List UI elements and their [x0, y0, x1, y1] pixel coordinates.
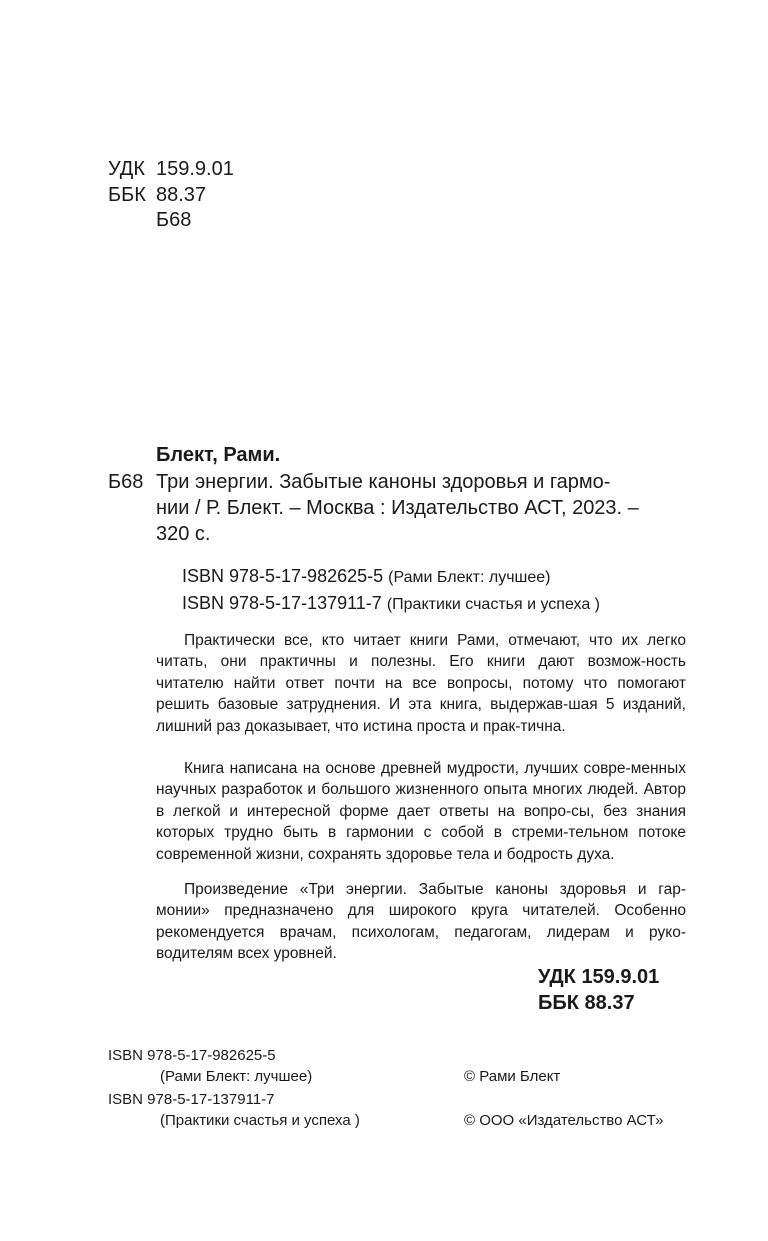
author-code: Б68 — [156, 209, 192, 231]
bbk-label: ББК — [108, 184, 146, 206]
isbn-line-2 — [182, 593, 600, 614]
isbn-series-1: (Рами Блект: лучшее) — [388, 569, 551, 586]
footer-series-2: (Практики счастья и успеха ) — [160, 1112, 360, 1129]
isbn-number-2: ISBN 978-5-17-137911-7 — [182, 593, 382, 613]
isbn-series-2: (Практики счастья и успеха ) — [386, 596, 600, 613]
copyright-publisher: © ООО «Издательство АСТ» — [464, 1112, 664, 1129]
isbn-number-1: ISBN 978-5-17-982625-5 — [182, 566, 384, 586]
footer-isbn-1: ISBN 978-5-17-982625-5 — [108, 1047, 276, 1064]
annotation-paragraph-3: Произведение «Три энергии. Забытые каноны здоровья и гар-монии» предназначено для широкого круга читателей. Особенно рекомендуется врачам, психологам, педагогам, лидерам и руко-водителям всех уровней. — [156, 881, 686, 963]
bottom-bbk: ББК 88.37 — [538, 992, 635, 1014]
bbk-value: 88.37 — [156, 184, 207, 206]
bottom-udk: УДК 159.9.01 — [538, 966, 660, 988]
annotation-paragraph-1: Практически все, кто читает книги Рами, отмечают, что их легко читать, они практичны и полезны. Его книги дают возмож-ность читателю найти ответ почти на все вопросы, потому что помогают решить базовые затруднения. И эта книга, выдержав-шая 5 изданий, лишний раз доказывает, что истина проста и прак-тична. — [156, 632, 686, 735]
entry-line-1: Три энергии. Забытые каноны здоровья и гармо- — [156, 471, 611, 493]
footer-series-1: (Рами Блект: лучшее) — [160, 1068, 313, 1085]
entry-line-3: 320 с. — [156, 523, 211, 545]
udk-label: УДК — [108, 158, 146, 180]
entry-line-2: нии / Р. Блект. – Москва : Издательство АСТ, 2023. – — [156, 497, 639, 519]
author-heading: Блект, Рами. — [156, 444, 281, 466]
copyright-author: © Рами Блект — [464, 1068, 561, 1085]
udk-value: 159.9.01 — [156, 158, 234, 180]
annotation-paragraph-2: Книга написана на основе древней мудрости, лучших совре-менных научных разработок и большого жизненного опыта многих людей. Автор в легкой и интересной форме дает ответы на вопро-сы, без знания которых трудно быть в гармонии с собой в стреми-тельном потоке современной жизни, сохранять здоровье тела и бодрость духа. — [156, 760, 686, 863]
entry-code: Б68 — [108, 471, 144, 493]
footer-isbn-2: ISBN 978-5-17-137911-7 — [108, 1091, 275, 1108]
isbn-line-1 — [182, 566, 551, 587]
